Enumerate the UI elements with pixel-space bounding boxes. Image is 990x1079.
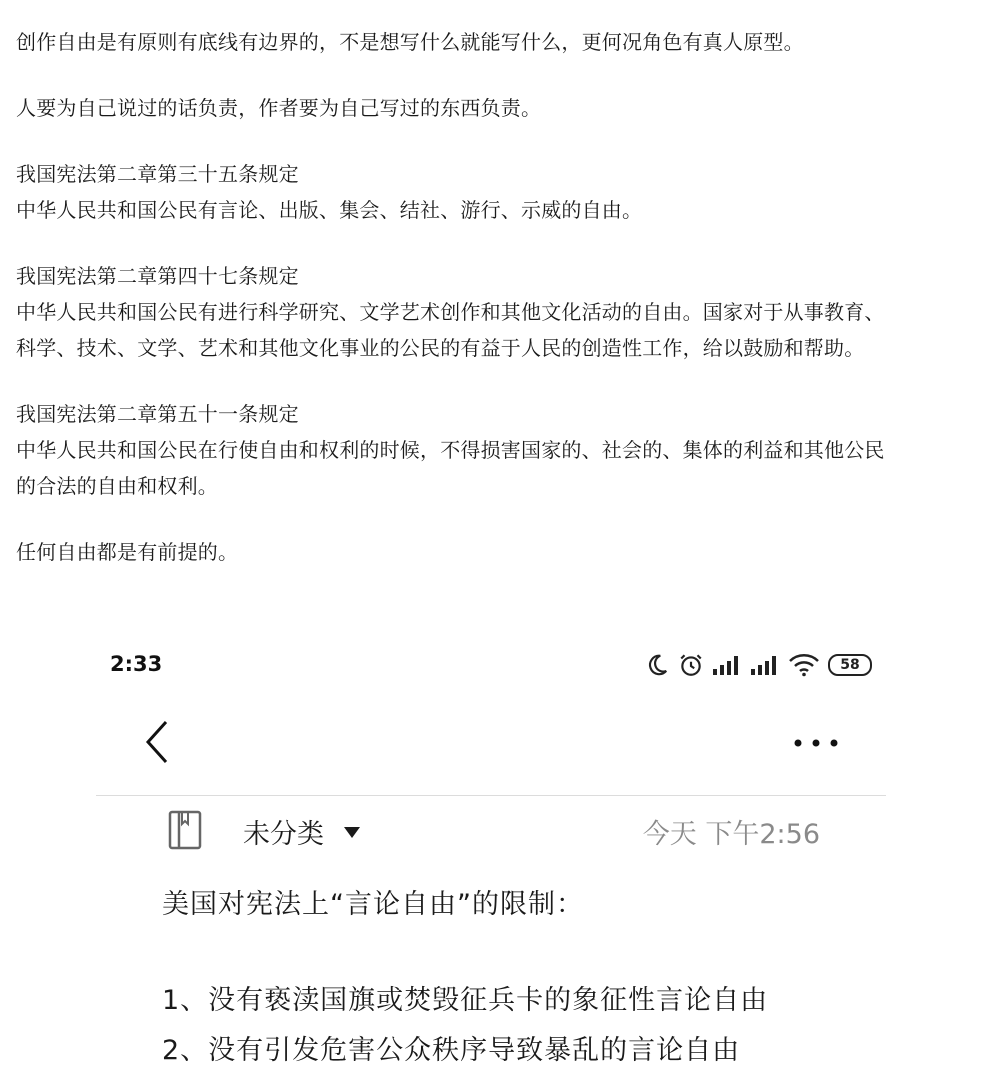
divider — [96, 795, 886, 796]
alarm-icon — [678, 652, 704, 678]
note-list-item: 1、没有亵渎国旗或焚毁征兵卡的象征性言论自由 — [162, 985, 769, 1016]
nav-bar — [96, 710, 886, 780]
note-title: 美国对宪法上“言论自由”的限制： — [162, 889, 584, 920]
status-time: 2:33 — [110, 652, 163, 676]
more-dots-icon[interactable] — [786, 728, 846, 758]
paragraph-text: 任何自由都是有前提的。 — [16, 540, 239, 564]
dropdown-caret-icon — [344, 827, 360, 838]
article-text: 科学、技术、文学、艺术和其他文化事业的公民的有益于人民的创造性工作，给以鼓励和帮助。 — [16, 336, 865, 360]
paragraph — [16, 90, 976, 126]
paragraph-text: 创作自由是有原则有底线有边界的，不是想写什么就能写什么，更何况角色有真人原型。 — [16, 30, 804, 54]
article-text: 中华人民共和国公民在行使自由和权利的时候，不得损害国家的、社会的、集体的利益和其他公民 — [16, 438, 885, 462]
constitution-article-47 — [16, 258, 976, 366]
note-meta — [168, 808, 828, 852]
article-heading: 我国宪法第二章第五十一条规定 — [16, 402, 299, 426]
note-list-item: 2、没有引发危害公众秩序导致暴乱的言论自由 — [162, 1035, 741, 1066]
status-bar — [110, 650, 872, 680]
signal-icon — [712, 654, 742, 676]
article-text: 中华人民共和国公民有进行科学研究、文学艺术创作和其他文化活动的自由。国家对于从事教育、 — [16, 300, 885, 324]
note-date: 今天 下午2:56 — [642, 819, 820, 850]
battery-icon — [828, 654, 872, 676]
note-content[interactable] — [162, 880, 862, 1076]
paragraph-text: 人要为自己说过的话负责，作者要为自己写过的东西负责。 — [16, 96, 542, 120]
paragraph — [16, 24, 976, 60]
article-heading: 我国宪法第二章第四十七条规定 — [16, 264, 299, 288]
article-text: 的合法的自由和权利。 — [16, 474, 218, 498]
category-label: 未分类 — [243, 819, 324, 850]
back-chevron-icon[interactable] — [138, 716, 178, 768]
article-heading: 我国宪法第二章第三十五条规定 — [16, 162, 299, 186]
moon-icon — [644, 652, 670, 678]
article-body — [16, 24, 976, 600]
battery-level: 58 — [840, 657, 860, 673]
constitution-article-35 — [16, 156, 976, 228]
article-text: 中华人民共和国公民有言论、出版、集会、结社、游行、示威的自由。 — [16, 198, 643, 222]
signal-icon — [750, 654, 780, 676]
phone-screenshot — [96, 640, 886, 1079]
paragraph — [16, 534, 976, 570]
status-icons — [644, 650, 872, 680]
notebook-icon — [168, 810, 202, 850]
category-selector[interactable] — [243, 812, 360, 851]
constitution-article-51 — [16, 396, 976, 504]
wifi-icon — [788, 653, 820, 677]
